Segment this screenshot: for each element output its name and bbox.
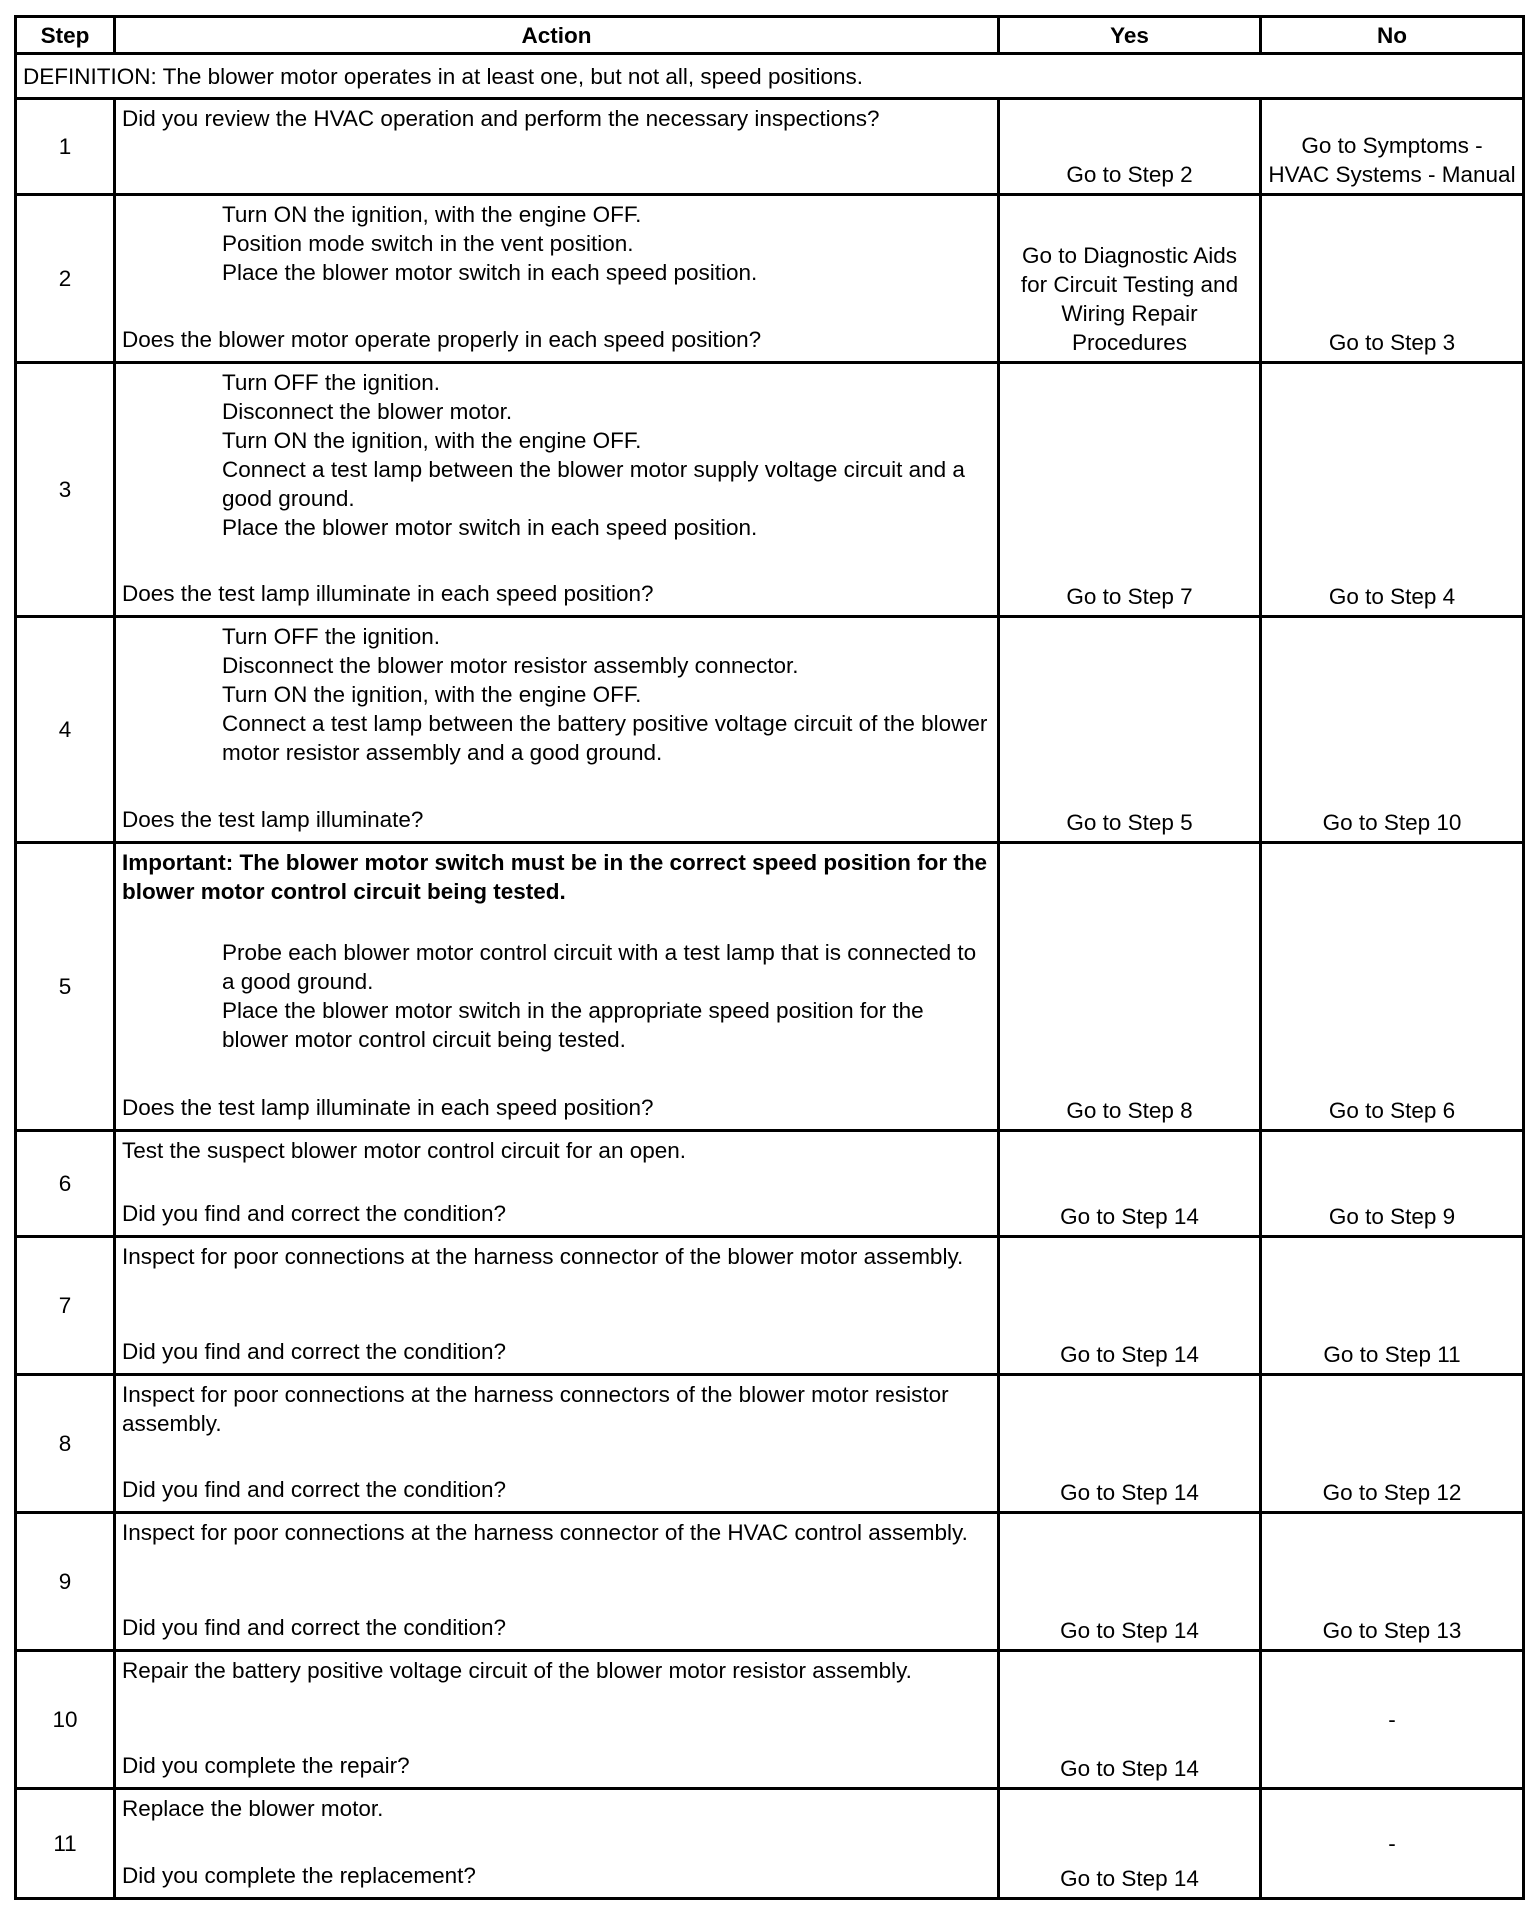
action-question: Did you review the HVAC operation and perform the necessary inspections? <box>122 106 880 131</box>
instruction-item: Turn OFF the ignition. <box>222 370 441 395</box>
action-cell <box>115 1651 999 1789</box>
no-result: - <box>1261 1789 1524 1899</box>
yes-result: Go to Diagnostic Aids for Circuit Testing and Wiring Repair Procedures <box>999 195 1261 363</box>
header-no: No <box>1261 17 1524 54</box>
important-note: Important: The blower motor switch must be in the correct speed position for the blower motor control circuit being tested. <box>122 850 988 904</box>
step-number: 3 <box>16 363 115 617</box>
yes-result: Go to Step 7 <box>999 363 1261 617</box>
action-content <box>122 622 991 834</box>
instruction-item: Place the blower motor switch in the appropriate speed position for the blower motor control circuit being tested. <box>222 998 924 1052</box>
yes-result: Go to Step 14 <box>999 1513 1261 1651</box>
action-question: Does the blower motor operate properly in each speed position? <box>122 327 762 352</box>
action-cell <box>115 99 999 195</box>
instruction-item: Position mode switch in the vent position. <box>222 231 634 256</box>
action-content <box>122 1794 991 1890</box>
table-row <box>16 843 1524 1131</box>
step-number: 2 <box>16 195 115 363</box>
action-cell <box>115 1513 999 1651</box>
action-content <box>122 1136 991 1228</box>
action-cell <box>115 363 999 617</box>
action-top <box>122 848 991 1054</box>
action-cell <box>115 1789 999 1899</box>
action-cell <box>115 1375 999 1513</box>
step-number: 6 <box>16 1131 115 1237</box>
action-top <box>122 1136 991 1165</box>
no-result: Go to Step 10 <box>1261 617 1524 843</box>
action-top <box>122 104 991 133</box>
no-result: Go to Step 9 <box>1261 1131 1524 1237</box>
action-question: Does the test lamp illuminate? <box>122 807 424 832</box>
table-row <box>16 1651 1524 1789</box>
no-result: Go to Symptoms - HVAC Systems - Manual <box>1261 99 1524 195</box>
table-row <box>16 99 1524 195</box>
action-question: Did you find and correct the condition? <box>122 1615 506 1640</box>
instruction-item: Connect a test lamp between the blower motor supply voltage circuit and a good ground. <box>222 457 965 511</box>
action-content <box>122 1656 991 1780</box>
yes-result: Go to Step 14 <box>999 1651 1261 1789</box>
step-number: 9 <box>16 1513 115 1651</box>
diagnostic-table <box>14 15 1525 1900</box>
instruction-item: Turn ON the ignition, with the engine OFF. <box>222 682 642 707</box>
action-content <box>122 1518 991 1642</box>
header-action: Action <box>115 17 999 54</box>
instruction-list <box>122 938 991 1054</box>
yes-result: Go to Step 14 <box>999 1131 1261 1237</box>
instruction-item: Turn ON the ignition, with the engine OFF. <box>222 202 642 227</box>
action-content <box>122 1242 991 1366</box>
action-top <box>122 1242 991 1271</box>
step-number: 11 <box>16 1789 115 1899</box>
step-number: 5 <box>16 843 115 1131</box>
no-result: Go to Step 11 <box>1261 1237 1524 1375</box>
step-number: 1 <box>16 99 115 195</box>
instruction-item: Disconnect the blower motor. <box>222 399 513 424</box>
step-number: 4 <box>16 617 115 843</box>
yes-result: Go to Step 5 <box>999 617 1261 843</box>
action-question: Did you find and correct the condition? <box>122 1339 506 1364</box>
action-cell <box>115 195 999 363</box>
action-question: Does the test lamp illuminate in each speed position? <box>122 581 654 606</box>
yes-result: Go to Step 14 <box>999 1789 1261 1899</box>
action-cell <box>115 1237 999 1375</box>
step-number: 7 <box>16 1237 115 1375</box>
header-step: Step <box>16 17 115 54</box>
action-content <box>122 200 991 354</box>
action-content <box>122 848 991 1122</box>
action-top <box>122 622 991 767</box>
instruction-item: Disconnect the blower motor resistor assembly connector. <box>222 653 799 678</box>
action-question: Did you complete the replacement? <box>122 1863 476 1888</box>
instruction-list <box>122 622 991 767</box>
table-row <box>16 1375 1524 1513</box>
no-result: Go to Step 13 <box>1261 1513 1524 1651</box>
action-cell <box>115 843 999 1131</box>
definition-text: DEFINITION: The blower motor operates in at least one, but not all, speed positions. <box>16 54 1524 99</box>
action-question: Did you find and correct the condition? <box>122 1477 506 1502</box>
action-top <box>122 1380 991 1438</box>
action-lead: Inspect for poor connections at the harness connectors of the blower motor resistor assembly. <box>122 1382 949 1436</box>
action-content <box>122 104 991 186</box>
table-row <box>16 617 1524 843</box>
action-content <box>122 368 991 608</box>
yes-result: Go to Step 2 <box>999 99 1261 195</box>
action-top <box>122 200 991 287</box>
instruction-list <box>122 200 991 287</box>
action-lead: Inspect for poor connections at the harness connector of the blower motor assembly. <box>122 1244 964 1269</box>
header-yes: Yes <box>999 17 1261 54</box>
yes-result: Go to Step 14 <box>999 1237 1261 1375</box>
table-row <box>16 1131 1524 1237</box>
instruction-item: Turn ON the ignition, with the engine OFF. <box>222 428 642 453</box>
table-row <box>16 1513 1524 1651</box>
no-result: Go to Step 6 <box>1261 843 1524 1131</box>
action-content <box>122 1380 991 1504</box>
instruction-list <box>122 368 991 542</box>
action-top <box>122 368 991 542</box>
action-top <box>122 1518 991 1547</box>
action-question: Does the test lamp illuminate in each speed position? <box>122 1095 654 1120</box>
table-row <box>16 195 1524 363</box>
no-result: Go to Step 3 <box>1261 195 1524 363</box>
action-lead: Replace the blower motor. <box>122 1796 384 1821</box>
action-lead: Test the suspect blower motor control circuit for an open. <box>122 1138 687 1163</box>
no-result: - <box>1261 1651 1524 1789</box>
table-row <box>16 1237 1524 1375</box>
no-result: Go to Step 4 <box>1261 363 1524 617</box>
instruction-item: Connect a test lamp between the battery positive voltage circuit of the blower motor resistor assembly and a good ground. <box>222 711 988 765</box>
instruction-item: Turn OFF the ignition. <box>222 624 441 649</box>
instruction-item: Probe each blower motor control circuit with a test lamp that is connected to a good ground. <box>222 940 977 994</box>
action-top <box>122 1656 991 1685</box>
no-result: Go to Step 12 <box>1261 1375 1524 1513</box>
header-row <box>16 17 1524 54</box>
table-row <box>16 363 1524 617</box>
action-cell <box>115 1131 999 1237</box>
yes-result: Go to Step 8 <box>999 843 1261 1131</box>
step-number: 10 <box>16 1651 115 1789</box>
action-lead: Repair the battery positive voltage circuit of the blower motor resistor assembly. <box>122 1658 912 1683</box>
action-cell <box>115 617 999 843</box>
instruction-item: Place the blower motor switch in each speed position. <box>222 260 758 285</box>
definition-row <box>16 54 1524 99</box>
action-top <box>122 1794 991 1823</box>
yes-result: Go to Step 14 <box>999 1375 1261 1513</box>
action-question: Did you find and correct the condition? <box>122 1201 506 1226</box>
instruction-item: Place the blower motor switch in each speed position. <box>222 515 758 540</box>
table-row <box>16 1789 1524 1899</box>
action-lead: Inspect for poor connections at the harness connector of the HVAC control assembly. <box>122 1520 968 1545</box>
action-question: Did you complete the repair? <box>122 1753 410 1778</box>
step-number: 8 <box>16 1375 115 1513</box>
